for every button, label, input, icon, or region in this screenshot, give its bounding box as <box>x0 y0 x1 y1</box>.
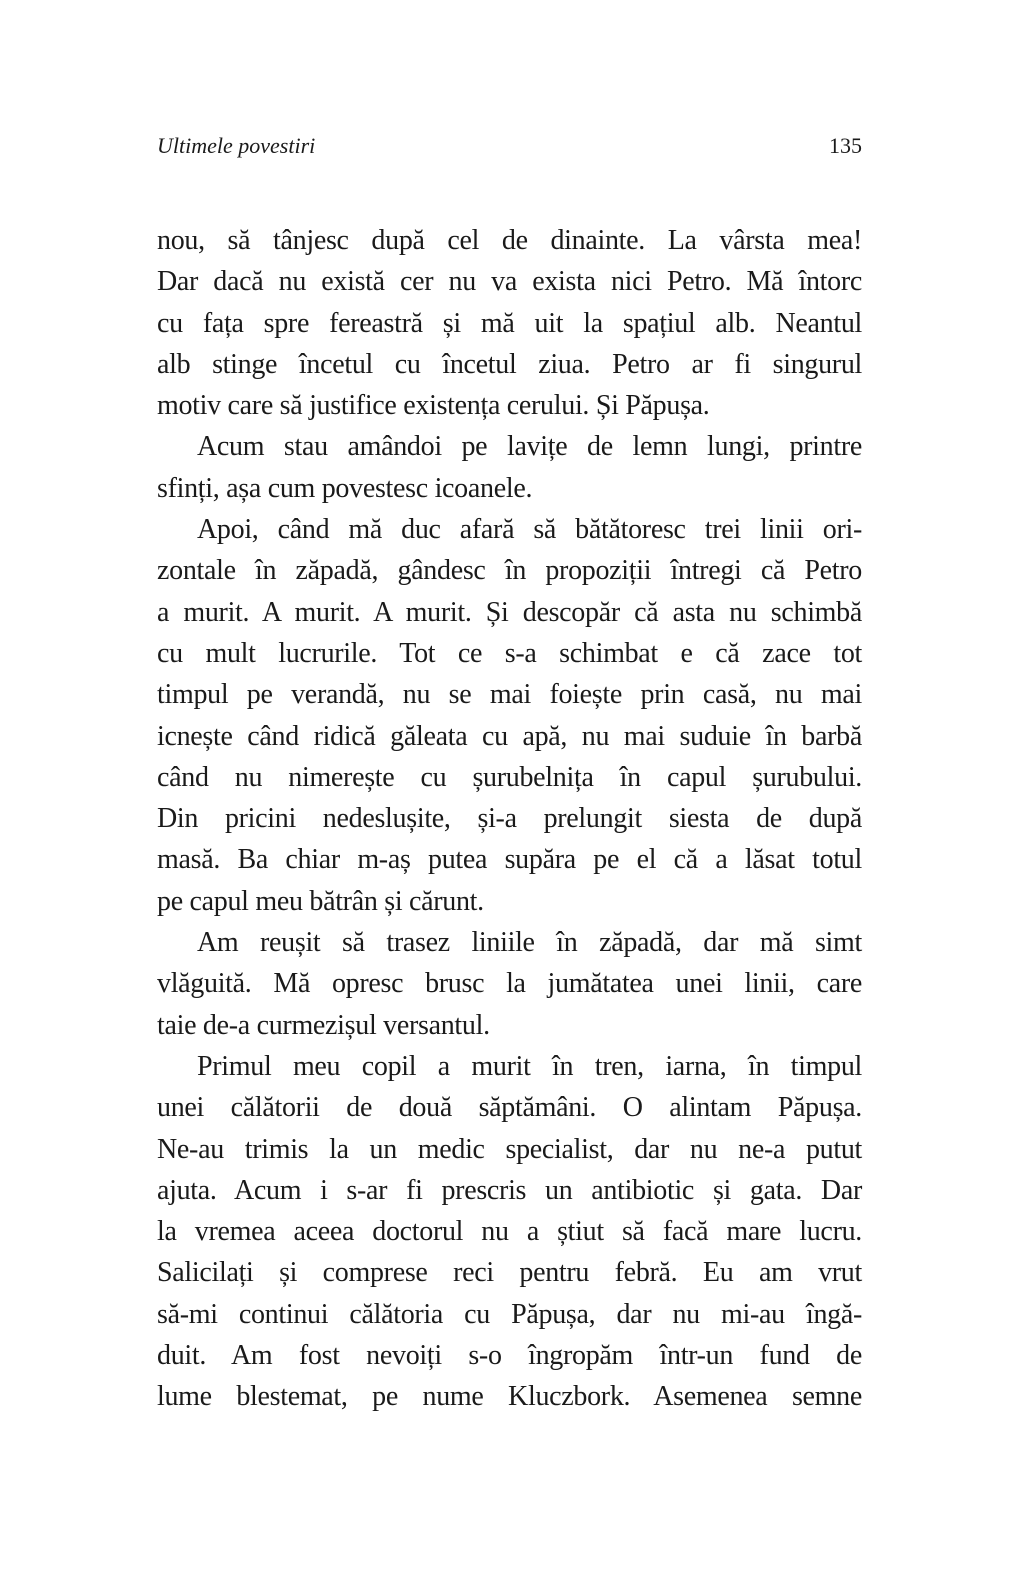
text-line: vlăguită. Mă opresc brusc la jumătatea unei linii, care <box>157 968 862 1000</box>
text-line: icnește când ridică găleata cu apă, nu mai suduie în barbă <box>157 720 862 752</box>
page-header <box>157 133 862 167</box>
text-line: pe capul meu bătrân și cărunt. <box>157 885 484 917</box>
text-line: Dar dacă nu există cer nu va exista nici Petro. Mă întorc <box>157 266 862 298</box>
paragraph <box>157 922 862 1046</box>
paragraph <box>157 1046 862 1418</box>
body-text <box>157 220 862 1418</box>
text-line: Din pricini nedeslușite, și-a prelungit siesta de după <box>157 803 862 835</box>
text-line: cu mult lucrurile. Tot ce s-a schimbat e că zace tot <box>157 637 862 669</box>
text-line: să-mi continui călătoria cu Păpușa, dar nu mi-au îngă- <box>157 1298 862 1330</box>
text-line: unei călătorii de două săptămâni. O alintam Păpușa. <box>157 1092 862 1124</box>
text-line: Salicilați și comprese reci pentru febră. Eu am vrut <box>157 1257 862 1289</box>
text-line: a murit. A murit. A murit. Și descopăr că asta nu schimbă <box>157 596 862 628</box>
text-line: cu fața spre fereastră și mă uit la spațiul alb. Neantul <box>157 307 862 339</box>
page-number: 135 <box>829 133 862 158</box>
text-line: sfinți, așa cum povestesc icoanele. <box>157 472 533 504</box>
text-line: lume blestemat, pe nume Kluczbork. Asemenea semne <box>157 1381 862 1413</box>
text-line: taie de-a curmezișul versantul. <box>157 1009 490 1041</box>
text-line: duit. Am fost nevoiți s-o îngropăm într-un fund de <box>157 1340 862 1372</box>
text-line: timpul pe verandă, nu se mai foiește prin casă, nu mai <box>157 679 862 711</box>
text-line: Acum stau amândoi pe lavițe de lemn lungi, printre <box>197 431 862 463</box>
paragraph <box>157 426 862 509</box>
text-line: Am reușit să trasez liniile în zăpadă, dar mă simt <box>197 927 862 959</box>
paragraph <box>157 509 862 922</box>
text-line: Primul meu copil a murit în tren, iarna, în timpul <box>197 1050 862 1082</box>
running-title: Ultimele povestiri <box>157 133 316 158</box>
text-line: când nu nimerește cu șurubelnița în capul șurubului. <box>157 761 862 793</box>
text-line: Apoi, când mă duc afară să bătătoresc trei linii ori- <box>197 514 862 546</box>
text-line: alb stinge încetul cu încetul ziua. Petro ar fi singurul <box>157 348 862 380</box>
text-line: nou, să tânjesc după cel de dinainte. La vârsta mea! <box>157 225 862 256</box>
text-line: zontale în zăpadă, gândesc în propoziții întregi că Petro <box>157 555 862 587</box>
text-line: Ne-au trimis la un medic specialist, dar nu ne-a putut <box>157 1133 862 1165</box>
text-line: motiv care să justifice existența cerului. Și Păpușa. <box>157 390 710 422</box>
paragraph <box>157 220 862 426</box>
text-line: masă. Ba chiar m-aș putea supăra pe el că a lăsat totul <box>157 844 862 876</box>
text-line: ajuta. Acum i s-ar fi prescris un antibiotic și gata. Dar <box>157 1174 862 1206</box>
text-line: la vremea aceea doctorul nu a știut să facă mare lucru. <box>157 1216 862 1248</box>
